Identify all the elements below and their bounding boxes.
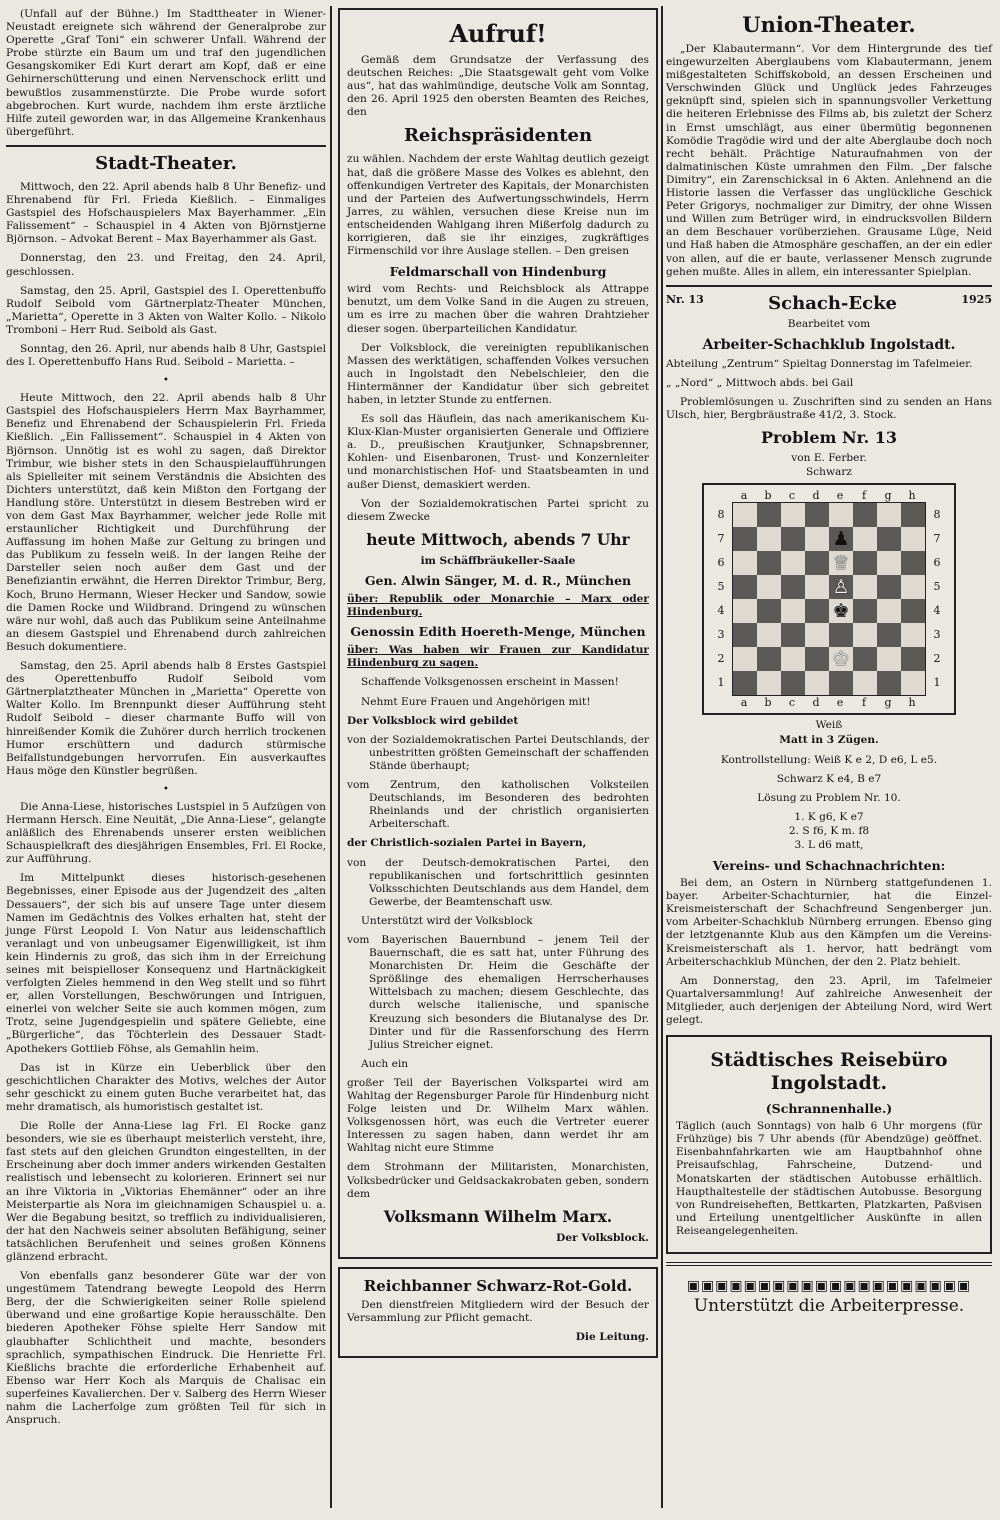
club-section: Abteilung „Zentrum“ Spieltag Donnerstag im Tafelmeier. bbox=[666, 357, 973, 370]
board-square bbox=[757, 671, 781, 695]
schach-header-row bbox=[666, 293, 992, 314]
white-piece-icon: ♔ bbox=[832, 648, 850, 671]
rank-labels-left bbox=[710, 503, 732, 695]
board-square bbox=[853, 527, 877, 551]
board-square bbox=[733, 551, 757, 575]
volksblock-item: von der Sozialdemokratischen Partei Deutschlands, der unbestritten größten Gemeinschaft der schaffenden Stände überhaupt; bbox=[347, 733, 649, 772]
stadt-paragraph: Sonntag, den 26. April, nur abends halb 8 Uhr, Gastspiel des I. Operettenbuffo Hans Rud. Seibold – Marietta. – bbox=[6, 342, 326, 369]
reisebuero-text: Täglich (auch Sonntags) von halb 6 Uhr morgens (für Frühzüge) bis 7 Uhr abends (für Abendzüge) geöffnet. Eisenbahnfahrkarten wie am Hauptbahnhof ohne Preisaufschlag, Fahrscheine, Dutzend- und Monatskarten der städtischen Autobusse erhältlich. Haupthaltestelle der städtischen Autobusse. Besorgung von Rundreiseheften, Bettkarten, Platzkarten, Paßvisen und Erteilung unentgeltlicher Auskünfte in allen Reiseangelegenheiten. bbox=[676, 1120, 982, 1237]
hindenburg-heading: Feldmarschall von Hindenburg bbox=[389, 264, 607, 280]
volksblock-item: großer Teil der Bayerischen Volkspartei wird am Wahltag der Regensburger Parole für Hindenburg nicht Folge leisten und Dr. Wilhelm Marx wählen. Volksgenossen hört, was euch die Vertreter euerer Interessen zu sagen haben, dann werdet ihr am Wahltag nicht eure Stimme bbox=[347, 1076, 649, 1155]
control-position: Kontrollstellung: Weiß K e 2, D e6, L e5. bbox=[720, 753, 938, 766]
board-square bbox=[853, 551, 877, 575]
reisebuero-ad bbox=[666, 1035, 992, 1254]
reichspraesidenten-title: Reichspräsidenten bbox=[403, 125, 593, 147]
chess-board bbox=[732, 502, 926, 696]
black-piece-icon: ♟ bbox=[832, 528, 850, 551]
board-square bbox=[805, 551, 829, 575]
marx-slogan: Volksmann Wilhelm Marx. bbox=[383, 1206, 613, 1226]
file-label: h bbox=[908, 696, 916, 710]
board-square bbox=[781, 503, 805, 527]
file-label: a bbox=[740, 696, 748, 710]
white-piece-icon: ♕ bbox=[832, 552, 850, 575]
board-square bbox=[901, 599, 925, 623]
edited-by: Bearbeitet vom bbox=[787, 317, 871, 330]
review-paragraph: Das ist in Kürze ein Ueberblick über den geschichtlichen Charakter des Motivs, welches der Autor sehr geschickt zu einem guten Buche verarbeitet hat, das mehr dramatisch, als humoristisch gestaltet ist. bbox=[6, 1061, 326, 1113]
union-theater-title: Union-Theater. bbox=[742, 12, 916, 37]
problem-title: Problem Nr. 13 bbox=[760, 428, 898, 448]
board-square bbox=[805, 623, 829, 647]
board-square bbox=[901, 647, 925, 671]
file-label: a bbox=[740, 489, 748, 503]
board-square bbox=[781, 647, 805, 671]
rank-label: 5 bbox=[717, 580, 725, 594]
board-square bbox=[781, 599, 805, 623]
board-square bbox=[733, 527, 757, 551]
rank-label: 2 bbox=[717, 652, 725, 666]
white-piece-icon: ♙ bbox=[832, 576, 850, 599]
board-square bbox=[829, 671, 853, 695]
control-position-black: Schwarz K e4, B e7 bbox=[776, 772, 882, 785]
aufruf-paragraph: zu wählen. Nachdem der erste Wahltag deutlich gezeigt hat, daß die größere Masse des Volkes es ablehnt, den offenkundigen Vertreter des Kapitals, der Monarchisten und der Parteien des Aufwertungsschwindels, Herrn Jarres, zu wählen, versuchen diese Kreise nun im entscheidenden Wahlgang ihren Mißerfolg dadurch zu korrigieren, daß sie ihr einziges, zugkräftiges Firmenschild vor ihre Auslage stellen. – Den greisen bbox=[347, 153, 649, 258]
volksblock-item: vom Zentrum, den katholischen Volksteilen Deutschlands, im Besonderen des bedrohten Rheinlands und der christlich organisierten Arbeiterschaft. bbox=[347, 779, 649, 831]
reisebuero-title: Städtisches Reisebüro Ingolstadt. bbox=[710, 1049, 948, 1095]
board-square bbox=[901, 527, 925, 551]
rank-label: 3 bbox=[933, 628, 941, 642]
rank-labels-right bbox=[926, 503, 948, 695]
chess-board-rows bbox=[710, 502, 948, 696]
topic-one: über: Republik oder Monarchie – Marx oder Hindenburg. bbox=[347, 593, 649, 619]
board-square bbox=[853, 671, 877, 695]
review-paragraph: Heute Mittwoch, den 22. April abends halb 8 Uhr Gastspiel des Hofschauspielers Herrn Max Bayrhammer, Benefiz und Ehrenabend der Schauspielerin Frl. Frieda Kießlich. „Ein Fallissement“. Schauspiel in 4 Akten von Björnson. Unnötig ist es wohl zu sagen, daß Direktor Trimbur, wie bisher stets in den Schauspielaufführungen als Spielleiter mit seinem Verständnis die Absichten des Dichters unterstützt, daß kein Mißton den Fortgang der Handlung störe. Unterstützt in diesem Bestreben wird er von dem Gast Max Bayrhammer, welcher jede Rolle mit erstaunlicher Richtigkeit und Durchführung der Auffassung im hohen Maße zur Geltung zu bringen und das Publikum zu fesseln weiß. In der langen Reihe der Darsteller seien noch außer dem Gast und der Benefiziantin erwähnt, die Herren Direktor Trimbur, Berg, Koch, Bruno Hermann, Wieser Hecker und Sandow, sowie die Damen Rocke und Wildbrand. Dringend zu wünschen wäre nur wohl, daß auch das Publikum seine Anteilnahme an diesem Gastspiel und Ehrenabend durch zahlreichen Besuch dokumentiere. bbox=[6, 392, 326, 653]
rank-label: 6 bbox=[717, 556, 725, 570]
board-square bbox=[733, 503, 757, 527]
board-square bbox=[853, 599, 877, 623]
volksblock-item: dem Strohmann der Militaristen, Monarchisten, Volksbedrücker und Geldsackakrobaten geben, sondern dem bbox=[347, 1161, 649, 1200]
board-square bbox=[829, 527, 853, 551]
board-square bbox=[757, 527, 781, 551]
volksblock-item: von der Deutsch-demokratischen Partei, den republikanischen und fortschrittlich gesinnten Volksschichten Deutschlands aus dem Handel, dem Gewerbe, der Beamtenschaft usw. bbox=[347, 856, 649, 908]
rank-label: 6 bbox=[933, 556, 941, 570]
file-label: c bbox=[788, 696, 796, 710]
board-square bbox=[853, 623, 877, 647]
black-label: Schwarz bbox=[805, 466, 853, 479]
board-square bbox=[829, 599, 853, 623]
rank-label: 3 bbox=[717, 628, 725, 642]
stadt-theater-title: Stadt-Theater. bbox=[95, 152, 237, 174]
board-square bbox=[901, 575, 925, 599]
board-square bbox=[901, 503, 925, 527]
review-paragraph: Samstag, den 25. April abends halb 8 Erstes Gastspiel des Operettenbuffo Rudolf Seibold vom Gärtnerplatztheater München in „Marietta“ Operette von Walter Kollo. Im Brennpunkt dieser Aufführung steht Rudolf Seibold – dieser charmante Buffo will von hinreißender Komik die Zuhörer durch herrlich trockenen Humor erschüttern und dadurch stürmische Beifallstundgebungen hervorrufen. Ein ausverkauftes Haus möge den Künstler begrüßen. bbox=[6, 660, 326, 777]
rank-label: 4 bbox=[717, 604, 725, 618]
file-label: b bbox=[764, 696, 772, 710]
column-rule bbox=[661, 6, 663, 1508]
board-square bbox=[781, 671, 805, 695]
rank-label: 7 bbox=[717, 532, 725, 546]
board-square bbox=[757, 599, 781, 623]
board-square bbox=[877, 503, 901, 527]
issue-year: 1925 bbox=[961, 292, 992, 306]
file-label: d bbox=[812, 696, 820, 710]
column-middle bbox=[338, 8, 658, 1358]
stadt-paragraph: Donnerstag, den 23. und Freitag, den 24. April, geschlossen. bbox=[6, 252, 326, 278]
aufruf-paragraph: Gemäß dem Grundsatze der Verfassung des deutschen Reiches: „Die Staatsgewalt geht vom Volke aus“, hat das wahlmündige, deutsche Volk am Sonntag, den 26. April 1925 den obersten Beamten des Reiches, den bbox=[347, 54, 649, 119]
file-label: c bbox=[788, 489, 796, 503]
call-line: Nehmt Eure Frauen und Angehörigen mit! bbox=[361, 695, 591, 708]
file-label: h bbox=[908, 489, 916, 503]
separator-dot: • bbox=[163, 783, 169, 795]
review-paragraph: Von ebenfalls ganz besonderer Güte war der von ungestümem Tatendrang bewegte Leopold des Herrn Berg, der die Schwierigkeiten seiner Rolle spielend überwand und eine großartige Kopie herausschälte. Den biederen Apotheker Föhse spielte Herr Sandow mit glaubhafter Schlichtheit und machte, besonders sprachlich, sympathischen Eindruck. Die Henriette Frl. Kießlichs brachte die erforderliche Erhabenheit auf. Ebenso war Herr Koch als Marquis de Chalisac ein superfeines Kavalierchen. Der v. Salberg des Herrn Wieser nahm die Lacherfolge zum größten Teil für sich in Anspruch. bbox=[6, 1270, 326, 1427]
review-paragraph: Die Rolle der Anna-Liese lag Frl. El Rocke ganz besonders, wie sie es überhaupt meisterlich versteht, ihre, fast stets auf den gleichen Grundton eingestellten, in der Erscheinung aber doch immer anders wirkenden Gestalten realistisch und lebensecht zu kolorieren. Erinnert sei nur an ihre Viktoria in „Viktorias Ehemänner“ oder an ihre Meisterpartie als Nora im gleichnamigen Schauspiel u. a. Wer die Begabung besitzt, so trefflich zu individualisieren, der hat den Nachweis seiner absoluten Befähigung, seiner tatsächlichen Berufenheit und seines großen Könnens glänzend erbracht. bbox=[6, 1120, 326, 1263]
support-slogan: Unterstützt die Arbeiterpresse. bbox=[693, 1295, 965, 1316]
black-piece-icon: ♚ bbox=[832, 600, 850, 623]
column-left bbox=[6, 8, 326, 1433]
solution-title: Lösung zu Problem Nr. 10. bbox=[757, 791, 901, 804]
board-square bbox=[829, 503, 853, 527]
review-paragraph: Die Anna-Liese, historisches Lustspiel in 5 Aufzügen von Hermann Hersch. Eine Neuität, „Die Anna-Liese“, gelangte anläßlich des Ehrenabends unserer ersten weiblichen Schauspielkraft des diesjährigen Ensembles, Frl. El Rocke, zur Aufführung. bbox=[6, 800, 326, 866]
board-square bbox=[877, 527, 901, 551]
board-square bbox=[733, 647, 757, 671]
board-square bbox=[901, 551, 925, 575]
speaker-two: Genossin Edith Hoereth-Menge, München bbox=[350, 624, 646, 640]
board-square bbox=[853, 503, 877, 527]
schach-title: Schach-Ecke bbox=[768, 292, 898, 314]
board-square bbox=[805, 527, 829, 551]
stadt-paragraph: Mittwoch, den 22. April abends halb 8 Uhr Benefiz- und Ehrenabend für Frl. Frieda Kießlich. – Einmaliges Gastspiel des Hofschauspielers Max Bayerhammer. „Ein Falissement“ – Schauspiel in 4 Akten von Björnstjerne Björnson. – Advokat Berent – Max Bayerhammer als Gast. bbox=[6, 180, 326, 246]
file-label: f bbox=[861, 489, 867, 503]
board-square bbox=[757, 623, 781, 647]
aufruf-paragraph: wird vom Rechts- und Reichsblock als Attrappe benutzt, um dem Volke Sand in die Augen zu streuen, um es irre zu machen über die wahren Drahtzieher dieser sogen. überparteilichen Kandidatur. bbox=[347, 283, 649, 335]
reichsbanner-text: Den dienstfreien Mitgliedern wird der Besuch der Versammlung zur Pflicht gemacht. bbox=[347, 1298, 649, 1324]
file-label: e bbox=[836, 696, 844, 710]
board-square bbox=[781, 527, 805, 551]
aufruf-paragraph: Der Volksblock, die vereinigten republikanischen Massen des werktätigen, schaffenden Volkes versuchen auch in Ingolstadt den Nebelschleier, den die Hintermänner der Kandidatur über sich gebreitet haben, in letzter Stunde zu entfernen. bbox=[347, 341, 649, 406]
chess-frame bbox=[702, 483, 956, 715]
board-square bbox=[733, 623, 757, 647]
rank-label: 2 bbox=[933, 652, 941, 666]
volksblock-intro: Der Volksblock wird gebildet bbox=[347, 714, 519, 727]
aufruf-paragraph: Es soll das Häuflein, das nach amerikanischem Ku-Klux-Klan-Muster organisierten Generale und Offiziere a. D., preußischen Krautjunker, Schnapsbrenner, Kohlen- und Eisenbaronen, Trust- und Konzernleiter und monarchistischen Hof- und Staatsbeamten in und außer Dienst, demaskiert werden. bbox=[347, 413, 649, 491]
file-labels-top bbox=[710, 489, 948, 502]
event-venue: im Schäffbräukeller-Saale bbox=[420, 554, 576, 567]
rank-label: 7 bbox=[933, 532, 941, 546]
speaker-one: Gen. Alwin Sänger, M. d. R., München bbox=[364, 572, 632, 588]
board-square bbox=[757, 551, 781, 575]
press-banner bbox=[666, 1262, 992, 1317]
rank-label: 4 bbox=[933, 604, 941, 618]
board-square bbox=[805, 575, 829, 599]
union-paragraph: „Der Klabautermann“. Vor dem Hintergrunde des tief eingewurzelten Aberglaubens vom Klabautermann, jenem mißgestalteten Schiffskobold, an dessen Erscheinen und Verschwinden Glück und Unglück jedes Fahrzeuges geknüpft sind, spielen sich in spannungsvoller Verkettung die heiteren Erlebnisse des Films ab, bis zuletzt der Scherz in Ernst umschlägt, aus einer übermütig begonnenen Komödie Tragödie wird und der alte Aberglaube doch noch recht behält. Prächtige Naturaufnahmen von der dalmatinischen Küste umrahmen den Film. „Der falsche Dimitry“, ein Zarenschicksal in 6 Akten. Anlehnend an die Historie lassen die Verfasser das unglückliche Geschick Peter Grigorys, nochmaliger zur Dimitry, der ohne Wissen und Willen zum Betrüger wird, in eindrucksvollen Bildern an dem Beschauer vorüberziehen. Grausame Lüge, Neid und Haß haben die Atmosphäre geschaffen, an der ein edler von allen, auf die er baute, verlassener Mensch zugrunde gehen mußte. Alles in allem, ein interessanter Spielplan. bbox=[666, 43, 992, 278]
white-label: Weiß bbox=[815, 719, 843, 732]
separator-dot: • bbox=[163, 375, 169, 387]
issue-number: Nr. 13 bbox=[666, 292, 704, 306]
board-square bbox=[805, 503, 829, 527]
divider bbox=[6, 145, 326, 147]
board-square bbox=[757, 647, 781, 671]
board-square bbox=[805, 647, 829, 671]
solution-move: 3. L d6 matt, bbox=[794, 839, 864, 851]
volksblock-signature: Der Volksblock. bbox=[556, 1231, 649, 1244]
event-time: heute Mittwoch, abends 7 Uhr bbox=[366, 529, 630, 549]
board-square bbox=[781, 551, 805, 575]
rank-label: 8 bbox=[717, 508, 725, 522]
file-label: g bbox=[884, 696, 892, 710]
aufruf-ad bbox=[338, 8, 658, 1259]
review-paragraph: Im Mittelpunkt dieses historisch-gesehenen Begebnisses, einer Episode aus der Jugendzeit des „alten Dessauers“, der sich bis auf unsere Tage unter diesem Namen im Gedächtnis des Volkes erhalten hat, steht der junge Fürst Leopold I. Von Natur aus leidenschaftlich veranlagt und von unbeugsamer Eigenwilligkeit, ist ihm kein Hindernis zu groß, das sich ihm in der Erreichung seines mit beispielloser Konsequenz und Hartnäckigkeit verfolgten Zieles hemmend in den Weg stellt und so führt er, allen Vorstellungen, Beschwörungen und Intriguen, einerlei von welcher Seite sie auch kommen mögen, zum Trotz, seine Jugendgespielin und spätere Geliebte, eine „Bürgerliche“, das Töchterlein des Dessauer Stadt-Apothekers Gottlieb Föhse, als Gemahlin heim. bbox=[6, 872, 326, 1055]
board-square bbox=[829, 647, 853, 671]
divider bbox=[666, 285, 992, 287]
mate-in-three: Matt in 3 Zügen. bbox=[779, 734, 879, 747]
problem-submissions: Problemlösungen u. Zuschriften sind zu senden an Hans Ulsch, hier, Bergbräustraße 41/2, 3. Stock. bbox=[666, 395, 992, 422]
board-square bbox=[733, 575, 757, 599]
club-news-title: Vereins- und Schachnachrichten: bbox=[712, 858, 946, 874]
club-news-paragraph: Am Donnerstag, den 23. April, im Tafelmeier Quartalversammlung! Auf zahlreiche Anwesenheit der Mitglieder, auch derjenigen der Abteilung Nord, wird Wert gelegt. bbox=[666, 974, 992, 1027]
club-news-paragraph: Bei dem, an Ostern in Nürnberg stattgefundenen 1. bayer. Arbeiter-Schachturnier, hat die Einzel-Kreismeisterschaft der Schachfreund Sengenberger jun. vom Arbeiter-Schachklub Nürnberg errungen. Ebenso ging der letztgenannte Klub aus den Kämpfen um die Vereins-Kreismeisterschaft als 1. hervor, hatt bedrängt vom Arbeiterschachklub München, der den 2. Platz behielt. bbox=[666, 877, 992, 968]
board-square bbox=[877, 599, 901, 623]
reichsbanner-signature: Die Leitung. bbox=[575, 1331, 649, 1344]
topic-two: über: Was haben wir Frauen zur Kandidatur Hindenburg zu sagen. bbox=[347, 644, 649, 670]
call-line: Schaffende Volksgenossen erscheint in Massen! bbox=[361, 676, 619, 689]
volksblock-item: Auch ein bbox=[361, 1057, 409, 1070]
rank-label: 5 bbox=[933, 580, 941, 594]
file-label: f bbox=[861, 696, 867, 710]
board-square bbox=[877, 647, 901, 671]
board-square bbox=[733, 599, 757, 623]
reichsbanner-title: Reichbanner Schwarz-Rot-Gold. bbox=[363, 1276, 633, 1295]
board-square bbox=[877, 623, 901, 647]
chess-diagram bbox=[666, 483, 992, 715]
board-square bbox=[877, 575, 901, 599]
aufruf-title: Aufruf! bbox=[449, 19, 547, 48]
board-square bbox=[853, 575, 877, 599]
problem-author: von E. Ferber. bbox=[791, 452, 867, 465]
stadt-paragraph: Samstag, den 25. April, Gastspiel des I. Operettenbuffo Rudolf Seibold vom Gärtnerplatz-Theater München, „Marietta“, Operette in 3 Akten von Walter Kollo. – Nikolo Tromboni – Herr Rud. Seibold als Gast. bbox=[6, 284, 326, 336]
solution-move: 2. S f6, K m. f8 bbox=[788, 824, 870, 837]
board-square bbox=[901, 671, 925, 695]
volksblock-item: Unterstützt wird der Volksblock bbox=[361, 914, 533, 927]
club-section: „ „Nord“ „ Mittwoch abds. bei Gail bbox=[666, 376, 854, 389]
club-name: Arbeiter-Schachklub Ingolstadt. bbox=[702, 336, 956, 353]
ornament-row: ▣▣▣▣▣▣▣▣▣▣▣▣▣▣▣▣▣▣▣▣ bbox=[686, 1277, 972, 1294]
column-right bbox=[666, 8, 992, 1323]
board-square bbox=[829, 551, 853, 575]
board-square bbox=[877, 671, 901, 695]
file-labels-bottom bbox=[710, 696, 948, 709]
rank-label: 8 bbox=[933, 508, 941, 522]
solution-move: 1. K g6, K e7 bbox=[794, 810, 864, 823]
file-label: e bbox=[836, 489, 844, 503]
column-rule bbox=[330, 6, 332, 1508]
board-square bbox=[757, 575, 781, 599]
board-square bbox=[757, 503, 781, 527]
file-label: b bbox=[764, 489, 772, 503]
board-with-ranks bbox=[710, 502, 948, 696]
reisebuero-subtitle: (Schrannenhalle.) bbox=[765, 1101, 893, 1117]
board-square bbox=[877, 551, 901, 575]
board-square bbox=[781, 575, 805, 599]
board-square bbox=[901, 623, 925, 647]
reichsbanner-ad bbox=[338, 1267, 658, 1358]
board-square bbox=[733, 671, 757, 695]
board-square bbox=[829, 623, 853, 647]
board-square bbox=[853, 647, 877, 671]
board-square bbox=[829, 575, 853, 599]
rank-label: 1 bbox=[933, 676, 941, 690]
accident-notice: (Unfall auf der Bühne.) Im Stadttheater in Wiener-Neustadt ereignete sich während der Generalprobe zur Operette „Graf Toni“ ein schwerer Unfall. Während der Probe stürzte ein Baum um und traf den jugendlichen Gesangskomiker Edi Kurt derart am Kopf, daß er eine Gehirnerschütterung und einen Nervenschock erlitt und bewußtlos zusammenstürzte. Die Probe wurde sofort abgebrochen. Kurt wurde, nachdem ihm erste ärztliche Hilfe zuteil geworden war, in das Allgemeine Krankenhaus übergeführt. bbox=[6, 8, 326, 138]
volksblock-item: vom Bayerischen Bauernbund – jenem Teil der Bauernschaft, die es satt hat, unter Führung des Monarchisten Dr. Heim die Geschäfte der Sprößlinge des ehemaligen Herrscherhauses Wittelsbach zu machen; diesem Geschlechte, das durch welsche italienische, und spanische Kreuzung sich besonders die Blutanalyse des Dr. Dinter und für die Rassenforschung des Herrn Julius Streicher eignet. bbox=[347, 933, 649, 1051]
aufruf-paragraph: Von der Sozialdemokratischen Partei spricht zu diesem Zwecke bbox=[347, 497, 649, 523]
volksblock-item: der Christlich-sozialen Partei in Bayern, bbox=[347, 837, 587, 850]
file-label: d bbox=[812, 489, 820, 503]
board-square bbox=[805, 671, 829, 695]
file-label: g bbox=[884, 489, 892, 503]
rank-label: 1 bbox=[717, 676, 725, 690]
board-square bbox=[805, 599, 829, 623]
board-square bbox=[781, 623, 805, 647]
